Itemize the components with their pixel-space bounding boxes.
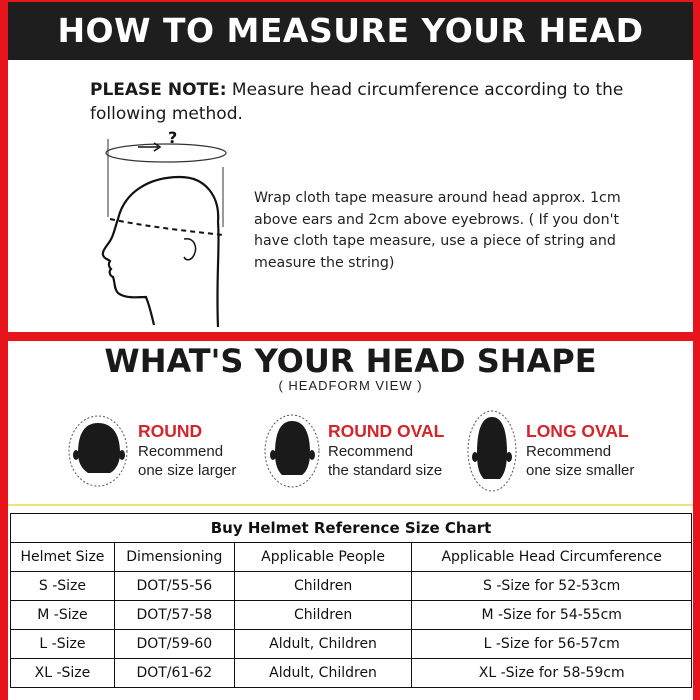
table-row (11, 601, 692, 630)
shape-round-oval-line1: Recommend (328, 443, 414, 460)
shape-long-oval-line2: one size smaller (526, 462, 635, 479)
measure-panel (8, 2, 693, 332)
cell-circumference: M -Size for 54-55cm (412, 601, 692, 630)
table-row (11, 572, 692, 601)
header-helmet-size: Helmet Size (11, 543, 115, 572)
header-head-circumference: Applicable Head Circumference (412, 543, 692, 572)
shape-round-line2: one size larger (138, 462, 237, 479)
figure-question: ? (168, 128, 178, 147)
divider (8, 504, 693, 506)
header-applicable-people: Applicable People (234, 543, 412, 572)
round-oval-headform-icon (260, 403, 326, 499)
cell-size: XL -Size (11, 659, 115, 688)
cell-size: S -Size (11, 572, 115, 601)
cell-circumference: S -Size for 52-53cm (412, 572, 692, 601)
cell-circumference: XL -Size for 58-59cm (412, 659, 692, 688)
cell-people: Aldult, Children (234, 630, 412, 659)
shape-round-line1: Recommend (138, 443, 224, 460)
measure-banner: HOW TO MEASURE YOUR HEAD (8, 2, 693, 60)
shape-long-oval-recommend (526, 442, 634, 480)
shape-round-name: ROUND (138, 421, 203, 441)
size-chart-header-row (11, 543, 692, 572)
measure-instructions: Wrap cloth tape measure around head approx. 1cm above ears and 2cm above eyebrows. ( If you don't have cloth tape measure, use a piece of string and measure the string) (254, 190, 621, 271)
shape-round-oval-line2: the standard size (328, 462, 443, 479)
header-dimensioning: Dimensioning (114, 543, 234, 572)
shape-long-oval-line1: Recommend (526, 443, 612, 460)
shape-round-oval-name: ROUND OVAL (328, 421, 445, 441)
cell-dimension: DOT/61-62 (114, 659, 234, 688)
shape-round (64, 403, 254, 499)
cell-size: M -Size (11, 601, 115, 630)
round-headform-icon (64, 403, 136, 499)
cell-dimension: DOT/57-58 (114, 601, 234, 630)
please-note (90, 78, 650, 126)
shape-round-oval-recommend (328, 442, 442, 480)
cell-dimension: DOT/59-60 (114, 630, 234, 659)
size-chart-caption-row (11, 514, 692, 543)
cell-people: Aldult, Children (234, 659, 412, 688)
long-oval-headform-icon (462, 403, 524, 499)
note-label: PLEASE NOTE: (90, 80, 227, 100)
cell-people: Children (234, 601, 412, 630)
size-chart-table (10, 513, 692, 688)
cell-circumference: L -Size for 56-57cm (412, 630, 692, 659)
shape-round-recommend (138, 442, 236, 480)
cell-people: Children (234, 572, 412, 601)
cell-size: L -Size (11, 630, 115, 659)
table-row (11, 659, 692, 688)
head-shape-subtitle: ( HEADFORM VIEW ) (278, 378, 423, 393)
size-chart-title: Buy Helmet Reference Size Chart (11, 514, 692, 543)
head-shape-title: WHAT'S YOUR HEAD SHAPE (104, 342, 597, 380)
shape-round-oval (260, 403, 460, 499)
shape-long-oval (462, 403, 662, 499)
cell-dimension: DOT/55-56 (114, 572, 234, 601)
note-text: Measure head circumference according to the following method. (90, 80, 624, 124)
head-shape-panel (8, 341, 693, 700)
head-measure-illustration (88, 127, 238, 327)
table-row (11, 630, 692, 659)
shape-long-oval-name: LONG OVAL (526, 421, 629, 441)
